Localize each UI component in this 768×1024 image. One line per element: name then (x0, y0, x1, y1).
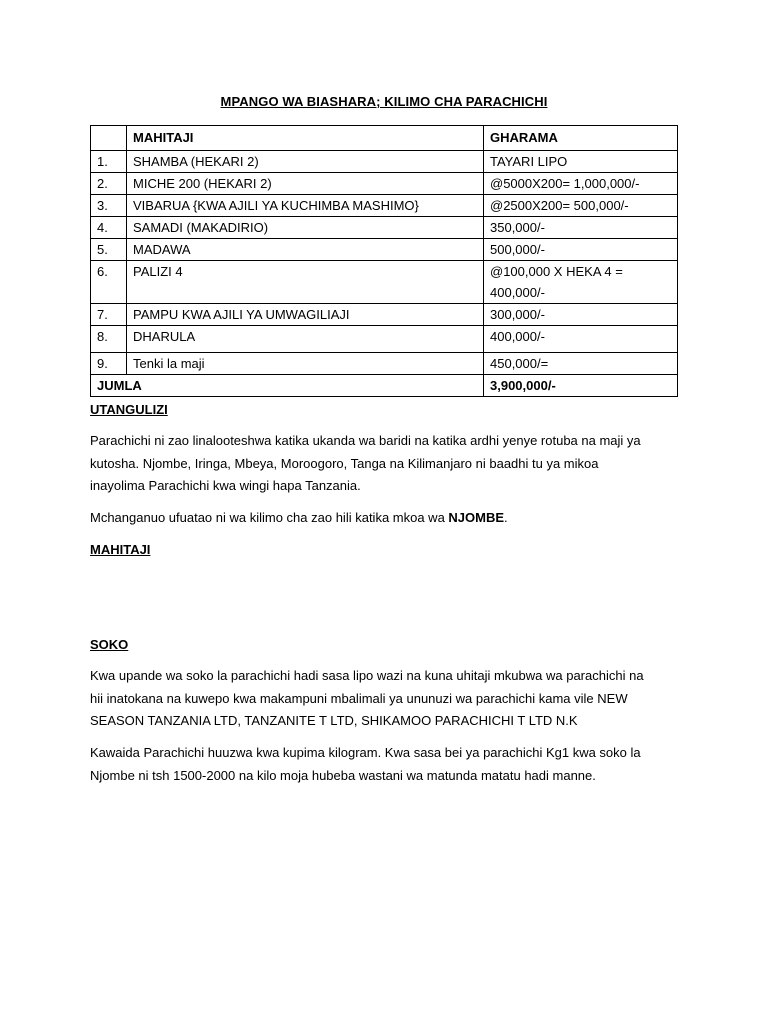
row-item: SHAMBA (HEKARI 2) (127, 151, 484, 173)
row-item: MADAWA (127, 239, 484, 261)
region-name: NJOMBE (448, 510, 505, 525)
row-number: 5. (91, 239, 127, 261)
row-item: MICHE 200 (HEKARI 2) (127, 173, 484, 195)
row-cost: 400,000/- (484, 326, 678, 353)
row-cost: 350,000/- (484, 217, 678, 239)
row-number: 8. (91, 326, 127, 353)
row-number: 4. (91, 217, 127, 239)
text-span: . (504, 510, 508, 525)
soko-paragraph-2 (90, 742, 690, 787)
total-value: 3,900,000/- (484, 375, 678, 397)
row-number: 1. (91, 151, 127, 173)
row-item: SAMADI (MAKADIRIO) (127, 217, 484, 239)
text-line: hii inatokana na kuwepo kwa makampuni mbalimali ya ununuzi wa parachichi kama vile NEW (90, 690, 628, 706)
table-row (91, 304, 678, 326)
row-number: 7. (91, 304, 127, 326)
table-header-row (91, 126, 678, 151)
row-number: 3. (91, 195, 127, 217)
table-row (91, 195, 678, 217)
row-item: DHARULA (127, 326, 484, 353)
row-cost: 500,000/- (484, 239, 678, 261)
table-row (91, 217, 678, 239)
text-line: SEASON TANZANIA LTD, TANZANITE T LTD, SHIKAMOO PARACHICHI T LTD N.K (90, 713, 578, 728)
text-line: Kwa upande wa soko la parachichi hadi sasa lipo wazi na kuna uhitaji mkubwa wa parachichi na (90, 668, 644, 683)
text-line: inayolima Parachichi kwa wingi hapa Tanzania. (90, 478, 361, 493)
header-item-cell: MAHITAJI (127, 126, 484, 151)
total-label: JUMLA (91, 375, 484, 397)
row-cost: 450,000/= (484, 353, 678, 375)
row-cost (484, 261, 678, 304)
row-cost: @5000X200= 1,000,000/- (484, 173, 678, 195)
text-span: Mchanganuo ufuatao ni wa kilimo cha zao hili katika mkoa wa (90, 510, 449, 525)
table-total-row (91, 375, 678, 397)
row-item: PAMPU KWA AJILI YA UMWAGILIAJI (127, 304, 484, 326)
utangulizi-paragraph-1 (90, 430, 690, 498)
text-line: Parachichi ni zao linalooteshwa katika ukanda wa baridi na katika ardhi yenye rotuba na maji ya (90, 433, 641, 448)
table-row (91, 173, 678, 195)
row-cost-line-1: @100,000 X HEKA 4 = (490, 264, 623, 279)
table-row (91, 151, 678, 173)
table-row (91, 353, 678, 375)
utangulizi-paragraph-2 (90, 507, 690, 530)
soko-paragraph-1 (90, 665, 690, 733)
header-cost-cell: GHARAMA (484, 126, 678, 151)
section-heading-utangulizi: UTANGULIZI (90, 402, 168, 417)
section-heading-mahitaji: MAHITAJI (90, 542, 151, 557)
row-item: Tenki la maji (127, 353, 484, 375)
text-line: kutosha. Njombe, Iringa, Mbeya, Moroogoro, Tanga na Kilimanjaro ni baadhi tu ya mikoa (90, 455, 599, 471)
budget-table (90, 125, 678, 397)
row-item: VIBARUA {KWA AJILI YA KUCHIMBA MASHIMO} (127, 195, 484, 217)
row-item: PALIZI 4 (127, 261, 484, 304)
table-row (91, 261, 678, 304)
row-number: 2. (91, 173, 127, 195)
header-number-cell (91, 126, 127, 151)
table-row (91, 239, 678, 261)
text-line: Kawaida Parachichi huuzwa kwa kupima kilogram. Kwa sasa bei ya parachichi Kg1 kwa soko la (90, 745, 641, 760)
row-number: 9. (91, 353, 127, 375)
document-title: MPANGO WA BIASHARA; KILIMO CHA PARACHICHI (220, 94, 548, 109)
section-heading-soko: SOKO (90, 637, 129, 652)
row-cost: TAYARI LIPO (484, 151, 678, 173)
row-number: 6. (91, 261, 127, 304)
row-cost: 300,000/- (484, 304, 678, 326)
row-cost-line-2: 400,000/- (490, 285, 545, 300)
table-row (91, 326, 678, 353)
row-cost: @2500X200= 500,000/- (484, 195, 678, 217)
text-line: Njombe ni tsh 1500-2000 na kilo moja hubeba wastani wa matunda matatu hadi manne. (90, 767, 596, 783)
